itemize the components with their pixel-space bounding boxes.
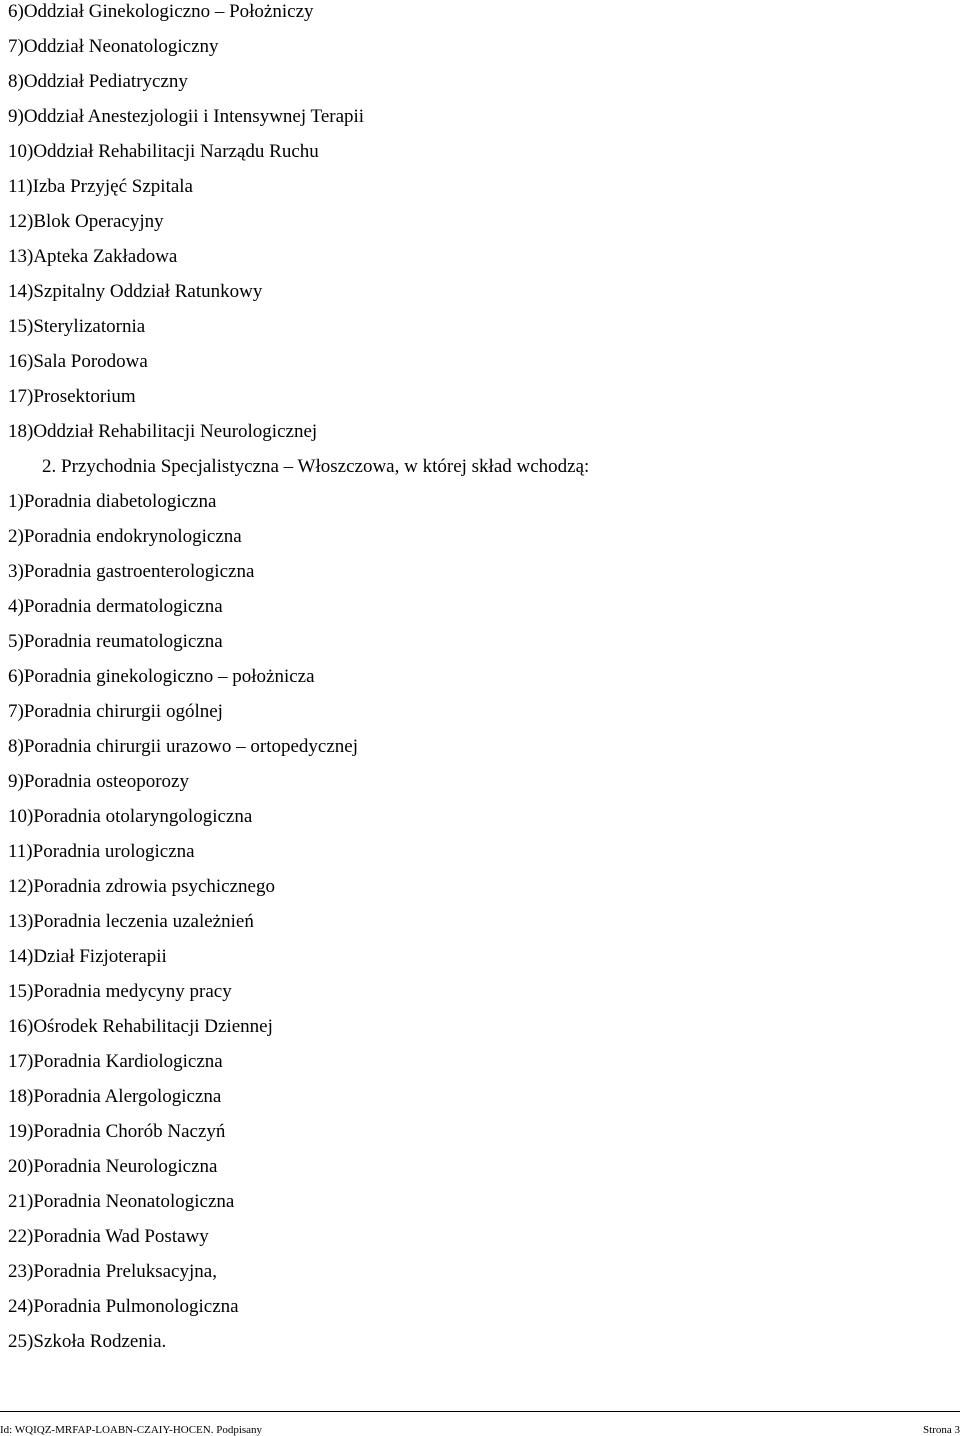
list-item: 18)Oddział Rehabilitacji Neurologicznej (8, 421, 318, 442)
list-item: 16)Ośrodek Rehabilitacji Dziennej (8, 1016, 273, 1037)
footer-document-id: Id: WQIQZ-MRFAP-LOABN-CZAIY-HOCEN. Podpisany (0, 1424, 263, 1436)
list-item: 24)Poradnia Pulmonologiczna (8, 1296, 239, 1317)
list-item: 25)Szkoła Rodzenia. (8, 1331, 167, 1352)
list-item: 17)Prosektorium (8, 386, 136, 407)
list-item: 12)Blok Operacyjny (8, 211, 164, 232)
list-item: 21)Poradnia Neonatologiczna (8, 1191, 235, 1212)
list-item: 4)Poradnia dermatologiczna (8, 596, 223, 617)
list-item: 2)Poradnia endokrynologiczna (8, 526, 242, 547)
list-item: 14)Dział Fizjoterapii (8, 946, 167, 967)
list-item: 8)Poradnia chirurgii urazowo – ortopedycznej (8, 736, 358, 757)
list-item: 9)Poradnia osteoporozy (8, 771, 189, 792)
section-heading: 2. Przychodnia Specjalistyczna – Włoszczowa, w której skład wchodzą: (42, 456, 590, 477)
list-item: 6)Oddział Ginekologiczno – Położniczy (8, 1, 314, 22)
list-item: 15)Sterylizatornia (8, 316, 146, 337)
list-item: 8)Oddział Pediatryczny (8, 71, 188, 92)
list-item: 16)Sala Porodowa (8, 351, 148, 372)
list-item: 11)Poradnia urologiczna (8, 841, 195, 862)
list-item: 15)Poradnia medycyny pracy (8, 981, 232, 1002)
list-item: 13)Poradnia leczenia uzależnień (8, 911, 254, 932)
list-item: 10)Poradnia otolaryngologiczna (8, 806, 253, 827)
footer-page-number: Strona 3 (923, 1424, 960, 1436)
list-item: 17)Poradnia Kardiologiczna (8, 1051, 223, 1072)
list-item: 20)Poradnia Neurologiczna (8, 1156, 218, 1177)
list-item: 14)Szpitalny Oddział Ratunkowy (8, 281, 263, 302)
list-item: 3)Poradnia gastroenterologiczna (8, 561, 255, 582)
list-item: 22)Poradnia Wad Postawy (8, 1226, 209, 1247)
list-item: 7)Oddział Neonatologiczny (8, 36, 219, 57)
list-item: 13)Apteka Zakładowa (8, 246, 178, 267)
list-item: 7)Poradnia chirurgii ogólnej (8, 701, 223, 722)
list-item: 23)Poradnia Preluksacyjna, (8, 1261, 217, 1282)
list-item: 9)Oddział Anestezjologii i Intensywnej Terapii (8, 106, 365, 127)
footer-divider (0, 1411, 960, 1412)
list-item: 10)Oddział Rehabilitacji Narządu Ruchu (8, 141, 319, 162)
list-item: 5)Poradnia reumatologiczna (8, 631, 223, 652)
list-item: 12)Poradnia zdrowia psychicznego (8, 876, 275, 897)
list-item: 19)Poradnia Chorób Naczyń (8, 1121, 226, 1142)
list-item: 18)Poradnia Alergologiczna (8, 1086, 222, 1107)
list-item: 1)Poradnia diabetologiczna (8, 491, 217, 512)
list-item: 11)Izba Przyjęć Szpitala (8, 176, 193, 197)
list-item: 6)Poradnia ginekologiczno – położnicza (8, 666, 315, 687)
